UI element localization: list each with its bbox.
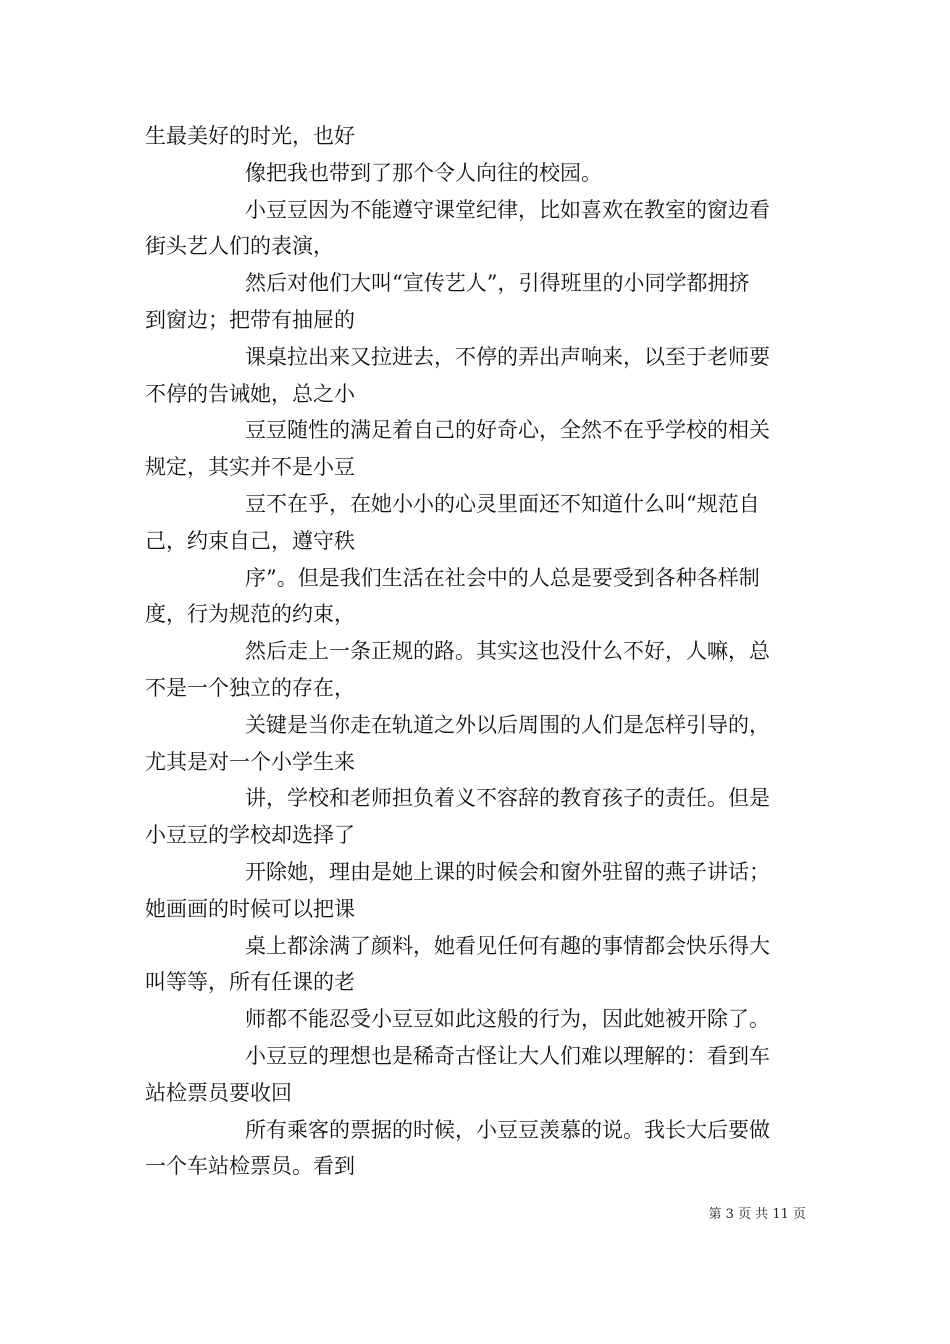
text-line: 关键是当你走在轨道之外以后周围的人们是怎样引导的，	[245, 712, 770, 737]
page-number-footer: 第 3 页 共 11 页	[708, 1207, 806, 1222]
text-line: 师都不能忍受小豆豆如此这般的行为，因此她被开除了。	[245, 1007, 770, 1032]
text-line: 生最美好的时光，也好	[145, 124, 355, 148]
text-line: 豆不在乎，在她小小的心灵里面还不知道什么叫“规范自	[245, 491, 760, 516]
text-line: 规定，其实并不是小豆	[145, 455, 355, 480]
text-line: 己，约束自己，遵守秩	[145, 528, 355, 553]
text-line: 豆豆随性的满足着自己的好奇心，全然不在乎学校的相关	[245, 418, 770, 443]
text-line: 课桌拉出来又拉进去，不停的弄出声响来，以至于老师要	[245, 344, 770, 369]
text-line: 叫等等，所有任课的老	[145, 970, 355, 995]
text-line: 不停的告诫她，总之小	[145, 381, 355, 406]
text-line: 所有乘客的票据的时候，小豆豆羡慕的说。我长大后要做	[245, 1117, 770, 1142]
text-line: 街头艺人们的表演，	[145, 234, 334, 259]
text-line: 小豆豆因为不能遵守课堂纪律，比如喜欢在教室的窗边看	[245, 197, 770, 222]
paragraph-block	[145, 118, 810, 1185]
text-line: 序”。但是我们生活在社会中的人总是要受到各种各样制	[245, 565, 760, 590]
text-line: 讲，学校和老师担负着义不容辞的教育孩子的责任。但是	[245, 786, 770, 811]
text-line: 小豆豆的理想也是稀奇古怪让大人们难以理解的：看到车	[245, 1043, 770, 1068]
text-line: 她画画的时候可以把课	[145, 896, 355, 921]
text-line: 桌上都涂满了颜料，她看见任何有趣的事情都会快乐得大	[245, 933, 770, 958]
text-line: 尤其是对一个小学生来	[145, 749, 355, 774]
text-line: 一个车站检票员。看到	[145, 1154, 355, 1179]
text-line: 像把我也带到了那个令人向往的校园。	[245, 160, 602, 185]
text-line: 开除她，理由是她上课的时候会和窗外驻留的燕子讲话；	[245, 859, 770, 884]
text-line: 度，行为规范的约束，	[145, 602, 355, 627]
text-line: 小豆豆的学校却选择了	[145, 823, 355, 848]
text-line: 不是一个独立的存在，	[145, 675, 355, 700]
text-line: 站检票员要收回	[145, 1080, 292, 1105]
text-line: 然后走上一条正规的路。其实这也没什么不好，人嘛，总	[245, 639, 770, 664]
text-line: 然后对他们大叫“宣传艺人”，引得班里的小同学都拥挤	[245, 271, 750, 296]
text-line: 到窗边；把带有抽屉的	[145, 307, 355, 332]
document-body	[145, 118, 810, 1185]
